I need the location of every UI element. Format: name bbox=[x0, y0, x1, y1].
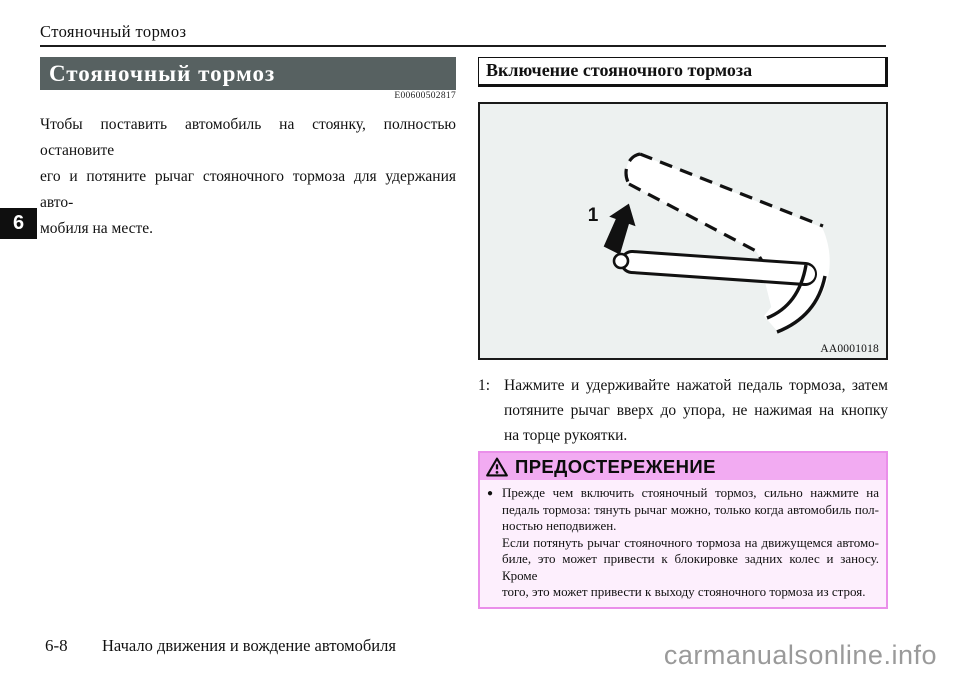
warning-line: Прежде чем включить стояночный тормоз, сильно нажмите на bbox=[502, 485, 879, 500]
step-line: потяните рычаг вверх до упора, не нажимая на кнопку bbox=[504, 402, 888, 419]
running-header: Стояночный тормоз bbox=[40, 22, 187, 41]
warning-body bbox=[480, 480, 886, 607]
intro-paragraph bbox=[40, 112, 456, 242]
left-column bbox=[40, 57, 456, 242]
figure-step-marker: 1 bbox=[587, 205, 599, 226]
warning-line: педаль тормоза: тянуть рычаг можно, только когда автомобиль пол- bbox=[502, 501, 879, 517]
subsection-heading: Включение стояночного тормоза bbox=[478, 57, 888, 87]
warning-line: того, это может привести к выходу стояночного тормоза из строя. bbox=[502, 584, 866, 599]
warning-text bbox=[502, 485, 879, 601]
warning-triangle-icon bbox=[486, 457, 508, 477]
step-line: Нажмите и удерживайте нажатой педаль тормоза, затем bbox=[504, 377, 888, 394]
handbrake-lever-illustration bbox=[480, 104, 886, 358]
chapter-tab: 6 bbox=[0, 208, 37, 239]
step-number: 1: bbox=[478, 377, 491, 394]
section-code: E00600502817 bbox=[394, 91, 456, 101]
pull-up-arrow-icon bbox=[598, 199, 642, 257]
paragraph-line: мобиля на месте. bbox=[40, 220, 154, 237]
header-rule bbox=[40, 45, 886, 47]
warning-line: биле, это может привести к блокировке задних колес и заносу. Кроме bbox=[502, 551, 879, 583]
warning-header bbox=[480, 453, 886, 480]
bullet-icon: ● bbox=[487, 488, 494, 499]
warning-line: ностью неподвижен. bbox=[502, 518, 617, 533]
paragraph-line: его и потяните рычаг стояночного тормоза для удержания авто- bbox=[40, 168, 456, 211]
warning-line: Если потянуть рычаг стояночного тормоза на движущемся автомо- bbox=[502, 534, 879, 550]
step-line: на торце рукоятки. bbox=[504, 427, 628, 444]
right-column bbox=[478, 57, 888, 599]
watermark: carmanualsonline.info bbox=[663, 640, 937, 670]
step-instruction bbox=[478, 373, 888, 448]
warning-title: ПРЕДОСТЕРЕЖЕНИЕ bbox=[515, 455, 716, 477]
release-button bbox=[614, 254, 628, 268]
step-text bbox=[504, 373, 888, 448]
handbrake-figure bbox=[478, 102, 888, 360]
section-heading: Стояночный тормоз bbox=[40, 57, 456, 90]
footer-page-number: 6-8 bbox=[45, 636, 68, 655]
footer-chapter-title: Начало движения и вождение автомобиля bbox=[102, 636, 396, 655]
warning-box bbox=[478, 451, 888, 609]
figure-code: AA0001018 bbox=[820, 343, 879, 355]
paragraph-line: Чтобы поставить автомобиль на стоянку, полностью остановите bbox=[40, 116, 456, 159]
